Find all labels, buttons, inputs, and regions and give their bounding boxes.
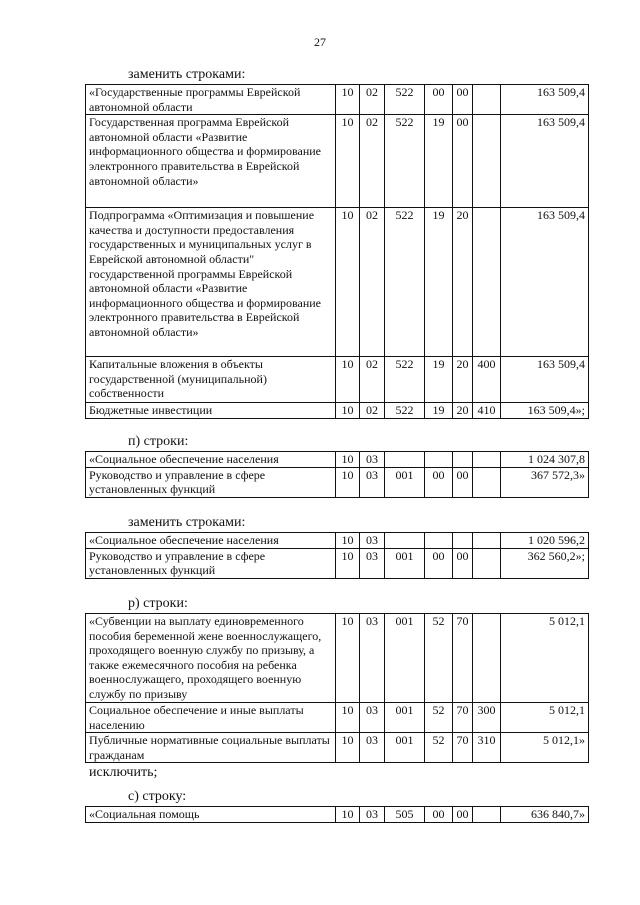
row-target-code-1: 505	[385, 807, 425, 823]
budget-table-2	[85, 451, 589, 498]
row-expense-type	[473, 208, 501, 357]
row-target-code-2: 19	[425, 357, 453, 403]
table-row	[86, 452, 589, 468]
row-target-code-2	[425, 452, 453, 468]
row-target-code-3: 00	[453, 115, 473, 208]
row-target-code-3: 70	[453, 614, 473, 703]
row-target-code-2: 52	[425, 614, 453, 703]
row-target-code-1: 522	[385, 403, 425, 419]
row-name: Руководство и управление в сфере установленных функций	[86, 467, 336, 497]
row-section-code: 10	[336, 703, 360, 733]
row-name: Капитальные вложения в объекты государственной (муниципальной) собственности	[86, 357, 336, 403]
row-amount: 636 840,7»	[501, 807, 589, 823]
row-target-code-1: 522	[385, 208, 425, 357]
row-amount: 367 572,3»	[501, 467, 589, 497]
row-target-code-2: 19	[425, 208, 453, 357]
table-row	[86, 357, 589, 403]
row-amount: 5 012,1	[501, 703, 589, 733]
row-target-code-1: 522	[385, 357, 425, 403]
section-heading-replace-1: заменить строками:	[128, 67, 246, 82]
row-section-code: 10	[336, 467, 360, 497]
page-number: 27	[314, 35, 326, 49]
row-subsection-code: 03	[360, 467, 385, 497]
row-section-code: 10	[336, 357, 360, 403]
row-name: «Субвенции на выплату единовременного пособия беременной жене военнослужащего, проходящего военную службу по призыву, а также ежемесячного пособия на ребенка военнослужащего, проходящего военную службу по призыву	[86, 614, 336, 703]
row-target-code-3: 70	[453, 733, 473, 763]
table-row	[86, 703, 589, 733]
budget-table-5	[85, 806, 589, 823]
row-amount: 1 020 596,2	[501, 533, 589, 549]
row-name: «Социальное обеспечение населения	[86, 452, 336, 468]
row-amount: 163 509,4	[501, 208, 589, 357]
exclude-label: исключить;	[89, 765, 158, 780]
row-expense-type	[473, 614, 501, 703]
row-subsection-code: 03	[360, 614, 385, 703]
row-target-code-3	[453, 452, 473, 468]
row-section-code: 10	[336, 85, 360, 115]
row-section-code: 10	[336, 733, 360, 763]
row-section-code: 10	[336, 403, 360, 419]
table-row	[86, 548, 589, 578]
row-target-code-1: 522	[385, 115, 425, 208]
table-row	[86, 403, 589, 419]
row-expense-type	[473, 115, 501, 208]
row-subsection-code: 03	[360, 548, 385, 578]
section-heading-replace-2: заменить строками:	[128, 515, 246, 530]
row-target-code-3	[453, 533, 473, 549]
row-name: «Государственные программы Еврейской автономной области	[86, 85, 336, 115]
row-target-code-2: 52	[425, 703, 453, 733]
budget-table-1	[85, 84, 589, 419]
row-expense-type	[473, 85, 501, 115]
row-expense-type	[473, 548, 501, 578]
row-target-code-2: 00	[425, 467, 453, 497]
row-target-code-1	[385, 533, 425, 549]
row-subsection-code: 02	[360, 208, 385, 357]
row-expense-type: 310	[473, 733, 501, 763]
section-heading-s: с) строку:	[128, 789, 187, 804]
table-row	[86, 208, 589, 357]
row-target-code-3: 00	[453, 467, 473, 497]
row-amount: 163 509,4	[501, 357, 589, 403]
row-target-code-3: 20	[453, 403, 473, 419]
table-row	[86, 533, 589, 549]
row-expense-type	[473, 467, 501, 497]
table-row	[86, 85, 589, 115]
row-expense-type	[473, 533, 501, 549]
row-target-code-3: 00	[453, 548, 473, 578]
row-target-code-1: 001	[385, 467, 425, 497]
row-amount: 5 012,1	[501, 614, 589, 703]
row-target-code-1: 001	[385, 733, 425, 763]
row-expense-type	[473, 807, 501, 823]
row-name: «Социальное обеспечение населения	[86, 533, 336, 549]
row-subsection-code: 02	[360, 85, 385, 115]
row-expense-type: 300	[473, 703, 501, 733]
row-target-code-2: 00	[425, 548, 453, 578]
row-name: Государственная программа Еврейской автономной области «Развитие информационного общества и формирование электронного правительства в Еврейской автономной области»	[86, 115, 336, 208]
row-subsection-code: 03	[360, 807, 385, 823]
row-subsection-code: 03	[360, 452, 385, 468]
row-target-code-1: 522	[385, 85, 425, 115]
row-amount: 1 024 307,8	[501, 452, 589, 468]
row-name: Подпрограмма «Оптимизация и повышение качества и доступности предоставления государственных и муниципальных услуг в Еврейской автономной области" государственной программы Еврейской автономной области «Развитие информационного общества и формирование электронного правительства в Еврейской автономной области»	[86, 208, 336, 357]
section-heading-p: п) строки:	[128, 434, 189, 449]
row-name: Публичные нормативные социальные выплаты гражданам	[86, 733, 336, 763]
row-name: «Социальная помощь	[86, 807, 336, 823]
row-expense-type: 400	[473, 357, 501, 403]
row-target-code-2: 19	[425, 403, 453, 419]
row-target-code-3: 00	[453, 85, 473, 115]
row-subsection-code: 02	[360, 115, 385, 208]
row-target-code-2: 52	[425, 733, 453, 763]
row-amount: 163 509,4	[501, 115, 589, 208]
row-section-code: 10	[336, 208, 360, 357]
table-row	[86, 807, 589, 823]
row-target-code-3: 20	[453, 208, 473, 357]
row-section-code: 10	[336, 115, 360, 208]
row-target-code-1: 001	[385, 614, 425, 703]
row-amount: 362 560,2»;	[501, 548, 589, 578]
row-subsection-code: 03	[360, 733, 385, 763]
row-target-code-2: 00	[425, 807, 453, 823]
row-target-code-3: 00	[453, 807, 473, 823]
row-amount: 163 509,4»;	[501, 403, 589, 419]
row-subsection-code: 02	[360, 357, 385, 403]
row-target-code-1: 001	[385, 703, 425, 733]
row-name: Руководство и управление в сфере установленных функций	[86, 548, 336, 578]
row-target-code-3: 20	[453, 357, 473, 403]
row-section-code: 10	[336, 533, 360, 549]
row-target-code-1: 001	[385, 548, 425, 578]
row-target-code-2: 19	[425, 115, 453, 208]
row-expense-type	[473, 452, 501, 468]
row-section-code: 10	[336, 807, 360, 823]
row-subsection-code: 02	[360, 403, 385, 419]
row-section-code: 10	[336, 452, 360, 468]
section-heading-r: р) строки:	[128, 596, 188, 611]
row-name: Социальное обеспечение и иные выплаты населению	[86, 703, 336, 733]
row-subsection-code: 03	[360, 533, 385, 549]
row-target-code-1	[385, 452, 425, 468]
row-section-code: 10	[336, 614, 360, 703]
row-subsection-code: 03	[360, 703, 385, 733]
row-name: Бюджетные инвестиции	[86, 403, 336, 419]
table-row	[86, 467, 589, 497]
row-amount: 5 012,1»	[501, 733, 589, 763]
row-target-code-2	[425, 533, 453, 549]
row-target-code-3: 70	[453, 703, 473, 733]
row-section-code: 10	[336, 548, 360, 578]
table-row	[86, 733, 589, 763]
budget-table-4	[85, 613, 589, 763]
row-target-code-2: 00	[425, 85, 453, 115]
row-amount: 163 509,4	[501, 85, 589, 115]
table-row	[86, 614, 589, 703]
budget-table-3	[85, 532, 589, 579]
row-expense-type: 410	[473, 403, 501, 419]
table-row	[86, 115, 589, 208]
